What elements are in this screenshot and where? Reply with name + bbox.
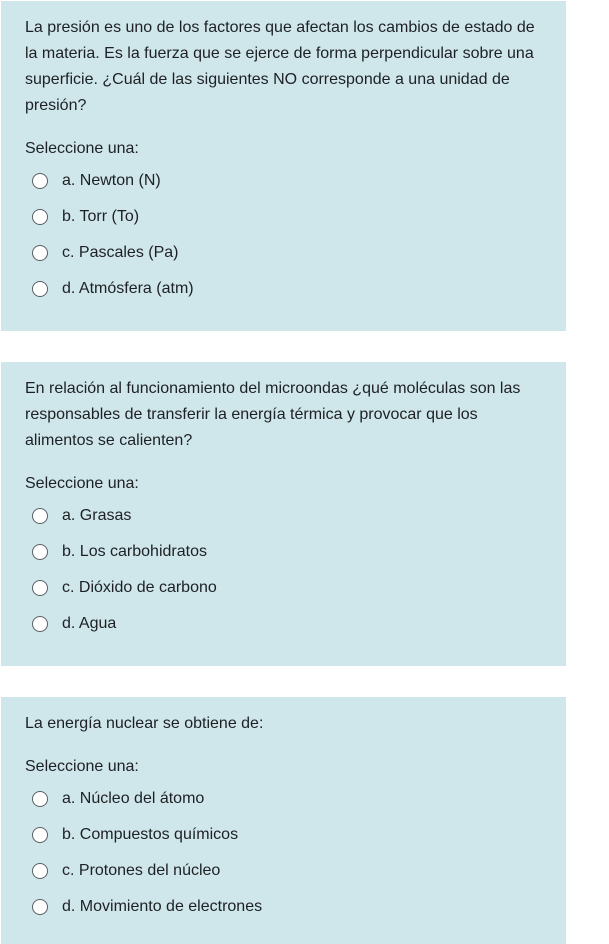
- select-one-prompt: Seleccione una:: [25, 475, 139, 492]
- radio-button[interactable]: [32, 580, 48, 596]
- answer-label: c. Dióxido de carbono: [62, 579, 217, 596]
- answer-label: c. Pascales (Pa): [62, 244, 179, 261]
- answer-label: a. Grasas: [62, 507, 132, 524]
- radio-button[interactable]: [32, 173, 48, 189]
- question-card-2: [1, 362, 566, 666]
- select-one-prompt: Seleccione una:: [25, 140, 139, 157]
- answer-option-c[interactable]: [25, 570, 542, 606]
- radio-button[interactable]: [32, 616, 48, 632]
- answer-option-c[interactable]: [25, 853, 542, 889]
- answer-label: c. Protones del núcleo: [62, 862, 221, 879]
- answer-label: a. Newton (N): [62, 172, 161, 189]
- question-card-3: [1, 697, 566, 944]
- answer-option-a[interactable]: [25, 498, 542, 534]
- answer-label: d. Agua: [62, 615, 117, 632]
- select-one-prompt: Seleccione una:: [25, 758, 139, 775]
- answer-label: b. Compuestos químicos: [62, 826, 239, 843]
- answer-label: d. Movimiento de electrones: [62, 898, 263, 915]
- answer-label: b. Torr (To): [62, 208, 140, 225]
- radio-button[interactable]: [32, 863, 48, 879]
- radio-button[interactable]: [32, 791, 48, 807]
- answer-option-a[interactable]: [25, 163, 542, 199]
- answer-list: [25, 163, 542, 307]
- answer-option-d[interactable]: [25, 889, 542, 925]
- answer-list: [25, 781, 542, 925]
- question-card-1: [1, 1, 566, 331]
- radio-button[interactable]: [32, 281, 48, 297]
- radio-button[interactable]: [32, 245, 48, 261]
- answer-option-b[interactable]: [25, 199, 542, 235]
- answer-option-c[interactable]: [25, 235, 542, 271]
- question-text: La energía nuclear se obtiene de:: [25, 715, 264, 732]
- radio-button[interactable]: [32, 899, 48, 915]
- answer-option-d[interactable]: [25, 606, 542, 642]
- question-text: La presión es uno de los factores que afectan los cambios de estado de la materia. Es la fuerza que se ejerce de forma perpendicular sobre una superficie. ¿Cuál de las siguientes NO corresponde a una unidad de presión?: [25, 19, 535, 114]
- answer-option-d[interactable]: [25, 271, 542, 307]
- answer-option-b[interactable]: [25, 817, 542, 853]
- radio-button[interactable]: [32, 508, 48, 524]
- radio-button[interactable]: [32, 544, 48, 560]
- radio-button[interactable]: [32, 209, 48, 225]
- radio-button[interactable]: [32, 827, 48, 843]
- answer-option-a[interactable]: [25, 781, 542, 817]
- answer-list: [25, 498, 542, 642]
- answer-option-b[interactable]: [25, 534, 542, 570]
- answer-label: b. Los carbohidratos: [62, 543, 207, 560]
- answer-label: d. Atmósfera (atm): [62, 280, 194, 297]
- question-text: En relación al funcionamiento del microondas ¿qué moléculas son las responsables de transferir la energía térmica y provocar que los alimentos se calienten?: [25, 380, 521, 449]
- answer-label: a. Núcleo del átomo: [62, 790, 205, 807]
